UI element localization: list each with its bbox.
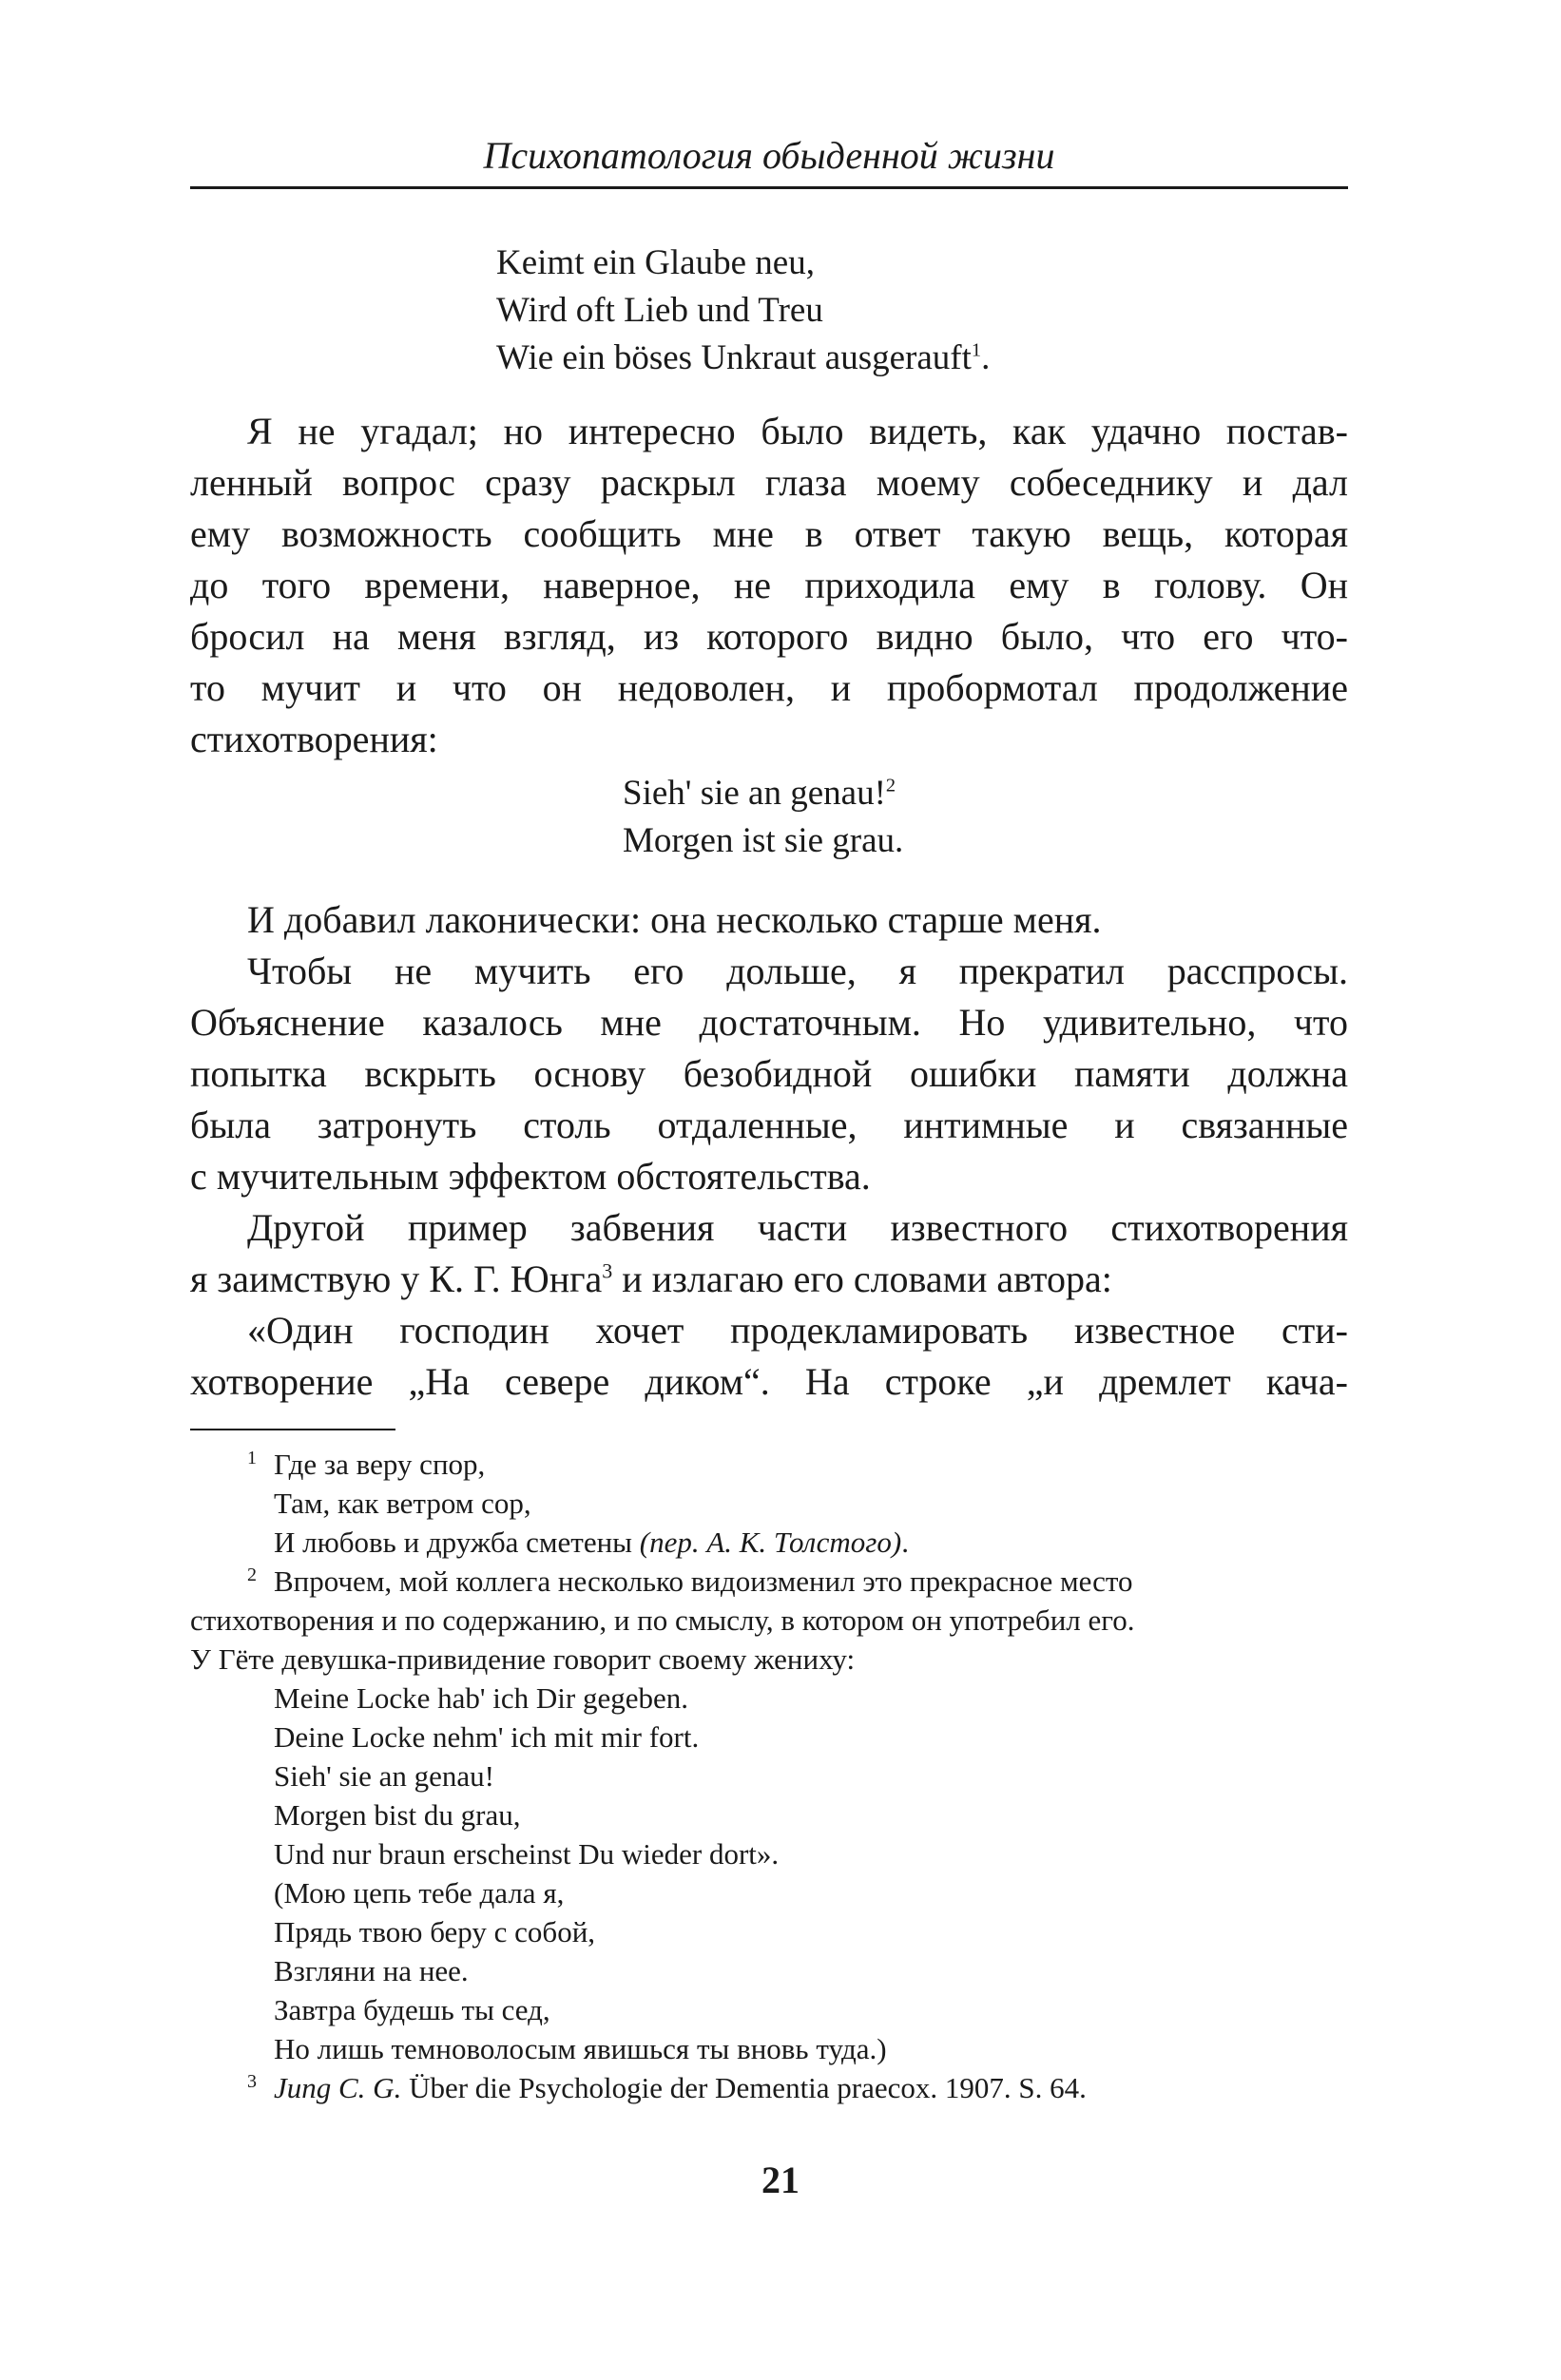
- footnote-quote-line: Sieh' sie an genau!: [274, 1759, 494, 1793]
- text-line: Объяснение казалось мне достаточным. Но удивительно, что: [190, 1001, 1348, 1044]
- verse-line: Wird oft Lieb und Treu: [496, 291, 823, 330]
- text-line: ему возможность сообщить мне в ответ такую вещь, которая: [190, 512, 1348, 555]
- running-title: Психопатология обыденной жизни: [483, 134, 1055, 177]
- footnote-quote-line: Прядь твою беру с собой,: [274, 1915, 596, 1948]
- translator-credit: (пер. А. К. Толстого): [639, 1526, 902, 1559]
- footnote-line: стихотворения и по содержанию, и по смыслу, в котором он употребил его.: [190, 1603, 1135, 1637]
- text-line: «Один господин хочет продекламировать известное сти-: [247, 1309, 1348, 1352]
- footnote-line: И любовь и дружба сметены (пер. А. К. Толстого).: [274, 1526, 909, 1559]
- text-line: ленный вопрос сразу раскрыл глаза моему собеседнику и дал: [190, 461, 1348, 504]
- paragraph: [190, 894, 1348, 946]
- page-number: 21: [761, 2159, 800, 2201]
- text-line: стихотворения:: [190, 718, 438, 760]
- text-line: я заимствую у К. Г. Юнга$^3$ и излагаю его словами автора:: [190, 1257, 1112, 1300]
- footnote-line: 3 Jung C. G. Über die Psychologie der Dementia praecox. 1907. S. 64.: [247, 2070, 1087, 2104]
- verse-line: Sieh' sie an genau!$^2$: [623, 774, 896, 813]
- footnote-ref[interactable]: 3: [602, 1258, 613, 1283]
- footnote-line: 2 Впрочем, мой коллега несколько видоизменил это прекрасное место: [247, 1564, 1133, 1598]
- paragraph: [190, 406, 1348, 765]
- paragraph: [190, 946, 1348, 1202]
- footnote-quote-line: Завтра будешь ты сед,: [274, 1993, 550, 2026]
- footnote-ref[interactable]: 2: [885, 775, 896, 797]
- text-line: бросил на меня взгляд, из которого видно было, что его что-: [190, 615, 1348, 658]
- footnote-quote-line: Meine Locke hab' ich Dir gegeben.: [274, 1681, 688, 1715]
- text-line: Я не угадал; но интересно было видеть, как удачно постав-: [247, 410, 1348, 452]
- verse-line: Morgen ist sie grau.: [623, 821, 904, 860]
- footnote-quote-line: (Мою цепь тебе дала я,: [274, 1876, 565, 1910]
- paragraph: [190, 1305, 1348, 1408]
- text-line: с мучительным эффектом обстоятельства.: [190, 1155, 871, 1198]
- header-rule: [190, 186, 1348, 189]
- footnote-quote-line: Und nur braun erscheinst Du wieder dort».: [274, 1837, 780, 1871]
- text-line: попытка вскрыть основу безобидной ошибки памяти должна: [190, 1052, 1348, 1095]
- citation-author: Jung C. G.: [274, 2071, 402, 2104]
- text-line: Чтобы не мучить его дольше, я прекратил расспросы.: [247, 950, 1348, 992]
- footnote-line: У Гёте девушка-привидение говорит своему жениху:: [190, 1642, 856, 1676]
- verse-line: Wie ein böses Unkraut ausgerauft$^1$.: [496, 338, 991, 377]
- verse-line: Keimt ein Glaube neu,: [496, 243, 815, 282]
- footnote-quote-line: Morgen bist du grau,: [274, 1798, 521, 1832]
- paragraph: [190, 1202, 1348, 1305]
- text-line: Другой пример забвения части известного стихотворения: [247, 1206, 1348, 1249]
- footnote-line: 1 Где за веру спор,: [247, 1447, 486, 1481]
- footnote-quote-line: Deine Locke nehm' ich mit mir fort.: [274, 1720, 700, 1754]
- verse-block-2: [623, 770, 903, 865]
- text-line: была затронуть столь отдаленные, интимные и связанные: [190, 1104, 1348, 1146]
- footnote-quote-line: Взгляни на нее.: [274, 1954, 469, 1987]
- text-line: хотворение „На севере диком“. На строке „и дремлет кача-: [190, 1360, 1348, 1403]
- footnote-ref[interactable]: 1: [971, 339, 982, 361]
- text-line: И добавил лаконически: она несколько старше меня.: [247, 898, 1102, 941]
- footnote-quote-line: Но лишь темноволосым явишься ты вновь туда.): [274, 2032, 887, 2065]
- verse-block-1: [496, 240, 990, 382]
- footnote-line: Там, как ветром сор,: [274, 1487, 531, 1520]
- text-line: до того времени, наверное, не приходила ему в голову. Он: [190, 564, 1348, 606]
- text-line: то мучит и что он недоволен, и пробормотал продолжение: [190, 666, 1348, 709]
- footnotes: [190, 1445, 1348, 2107]
- footnote-separator: [190, 1429, 395, 1430]
